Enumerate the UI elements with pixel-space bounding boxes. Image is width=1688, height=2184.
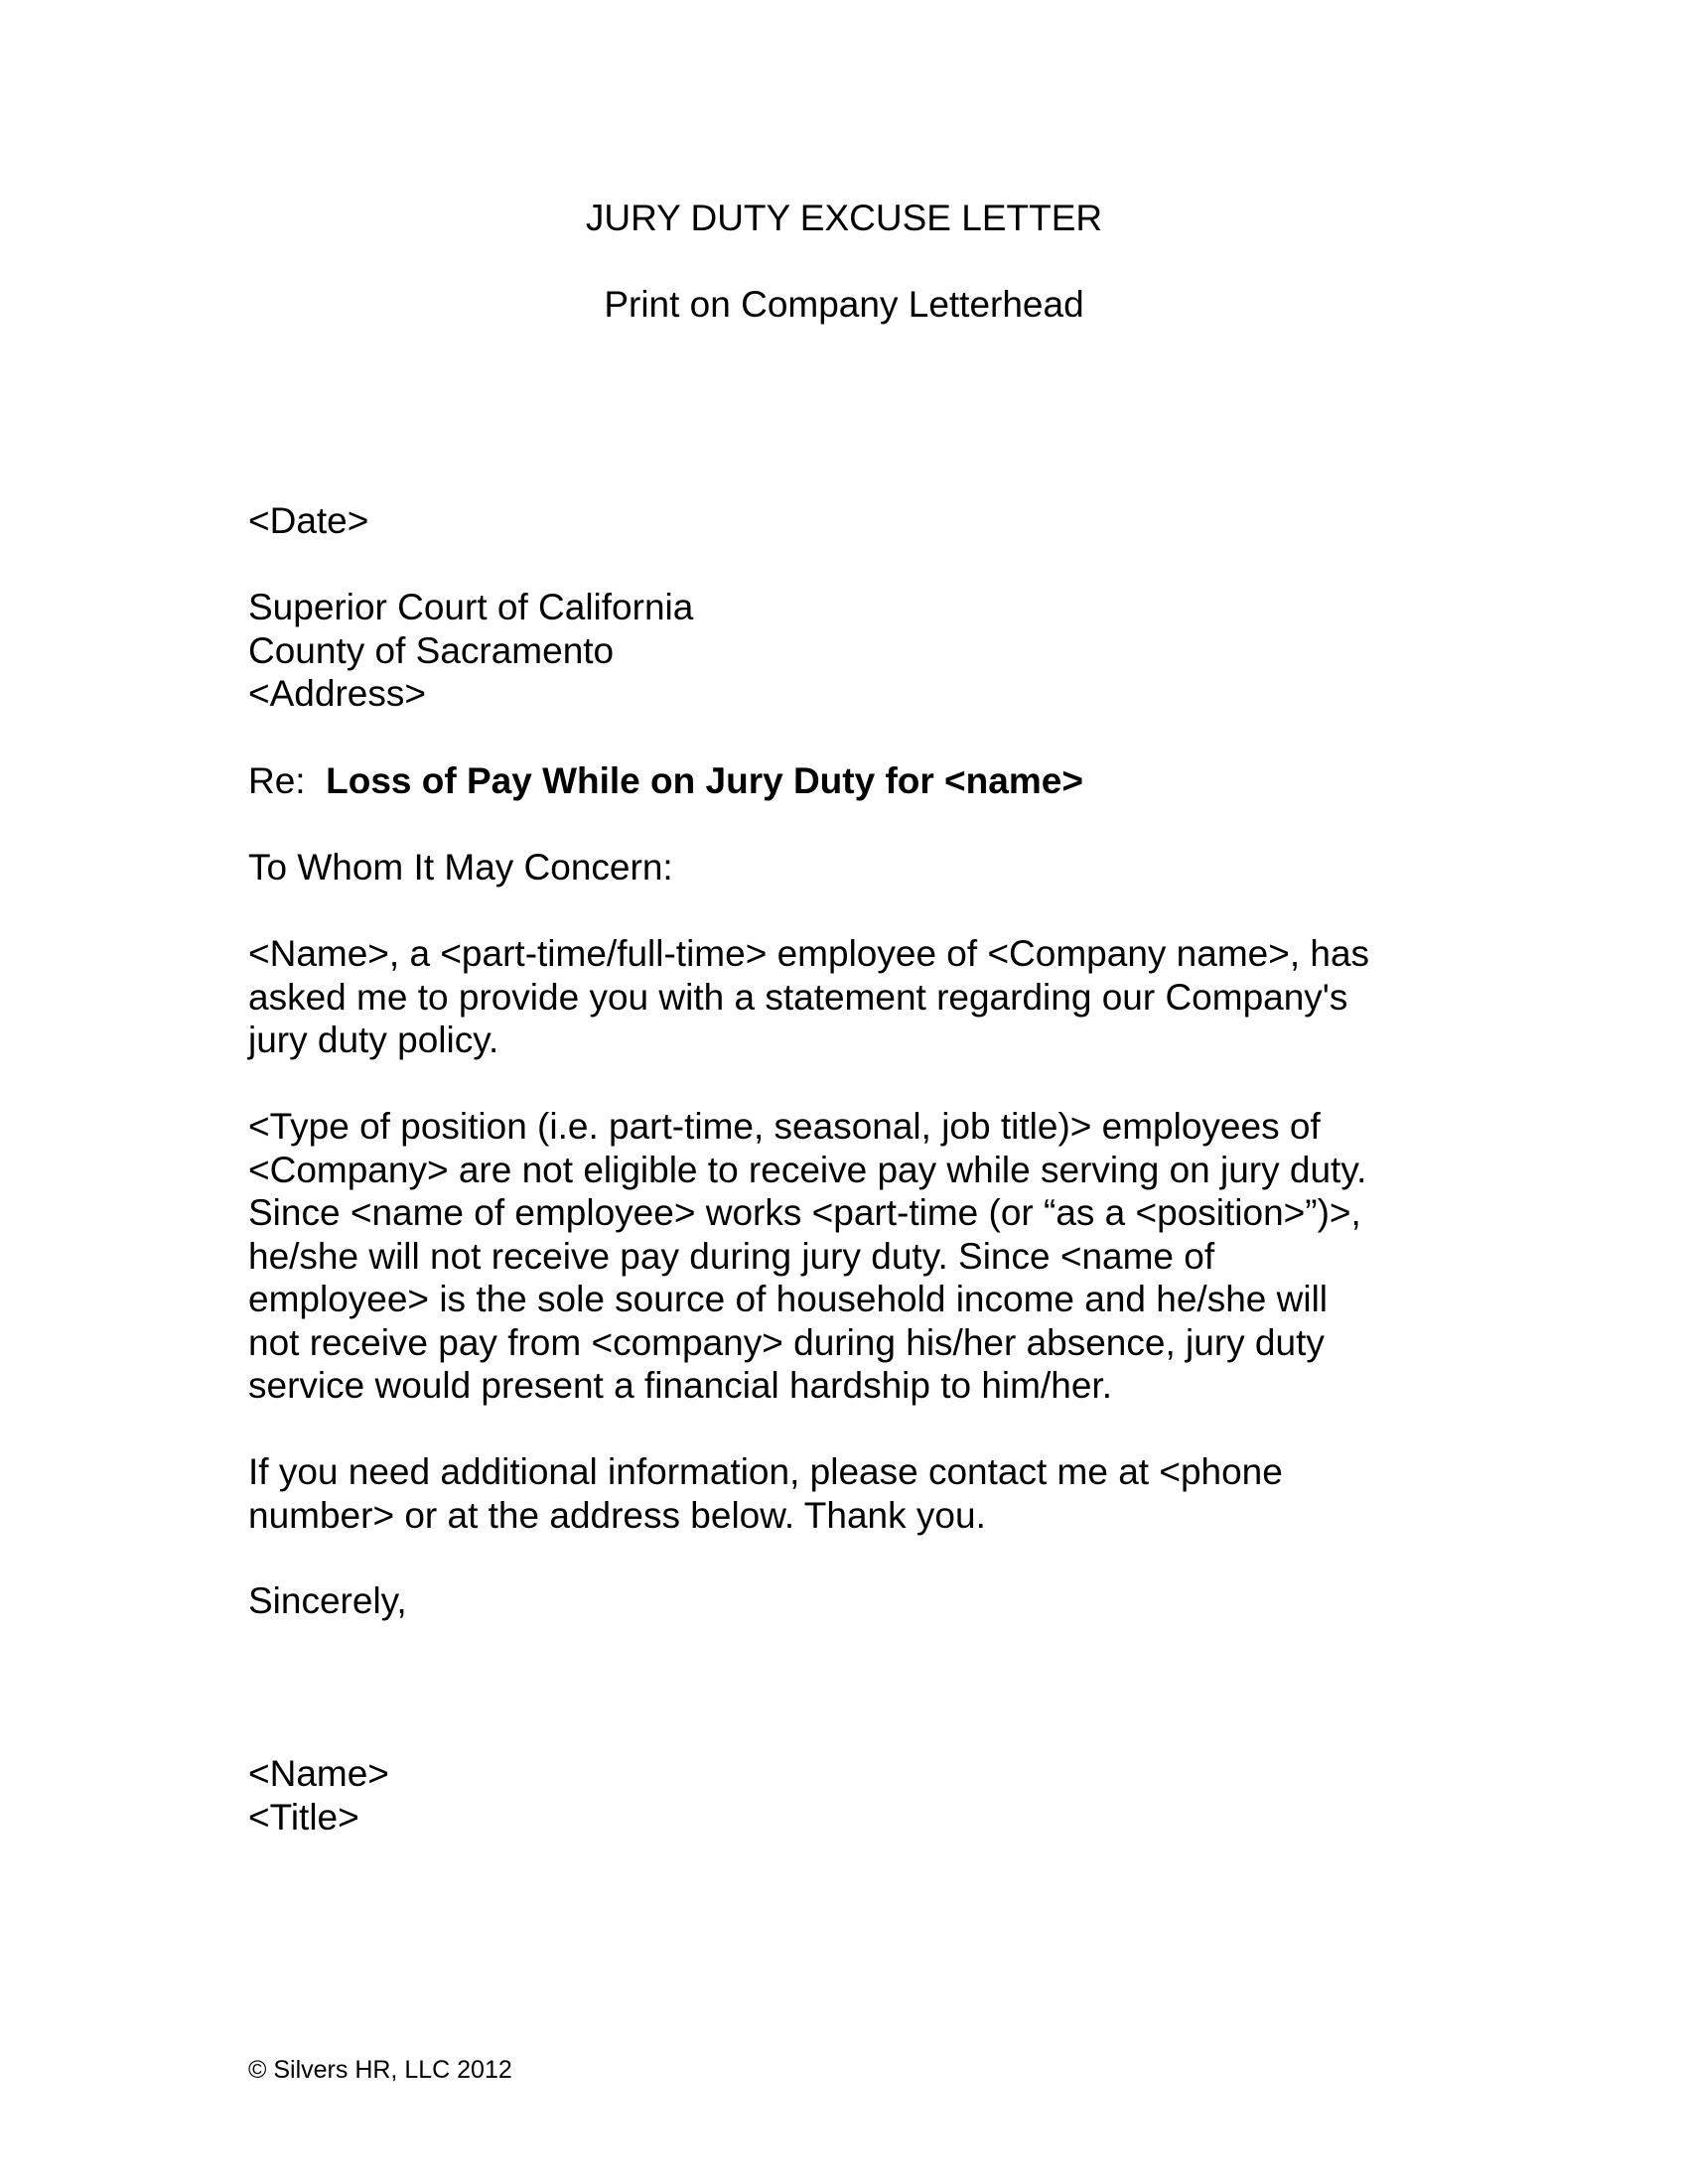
closing <box>248 1579 1470 1623</box>
signature-block <box>248 1752 1470 1839</box>
salutation <box>248 846 1470 889</box>
date-placeholder: <Date> <box>248 500 369 541</box>
subject-line <box>248 759 1470 803</box>
recipient-address-block <box>248 586 1470 716</box>
document-subtitle: Print on Company Letterhead <box>604 284 1084 325</box>
paragraph-2-line: service would present a financial hardship to him/her. <box>248 1365 1112 1406</box>
paragraph-1-line: asked me to provide you with a statement regarding our Company's <box>248 976 1348 1018</box>
paragraph-3-line: If you need additional information, please contact me at <phone <box>248 1451 1283 1492</box>
closing-text: Sincerely, <box>248 1580 407 1621</box>
paragraph-1-line: jury duty policy. <box>248 1020 499 1060</box>
copyright-footer: © Silvers HR, LLC 2012 <box>248 2056 512 2084</box>
paragraph-2-line: Since <name of employee> works <part-time (or “as a <position>”)>, <box>248 1192 1361 1233</box>
recipient-line-court: Superior Court of California <box>248 587 694 627</box>
paragraph-2 <box>248 1105 1470 1408</box>
paragraph-1-line: <Name>, a <part-time/full-time> employee of <Company name>, has <box>248 933 1370 974</box>
paragraph-2-line: <Company> are not eligible to receive pay while serving on jury duty. <box>248 1149 1367 1190</box>
paragraph-2-line: he/she will not receive pay during jury duty. Since <name of <box>248 1235 1215 1277</box>
paragraph-2-line: not receive pay from <company> during his/her absence, jury duty <box>248 1321 1325 1363</box>
paragraph-2-line: <Type of position (i.e. part-time, seasonal, job title)> employees of <box>248 1106 1321 1147</box>
document-title: JURY DUTY EXCUSE LETTER <box>585 198 1103 238</box>
paragraph-3 <box>248 1450 1470 1537</box>
recipient-line-county: County of Sacramento <box>248 629 615 671</box>
paragraph-1 <box>248 932 1470 1062</box>
letter-date <box>248 499 1470 543</box>
re-subject: Loss of Pay While on Jury Duty for <name> <box>326 760 1083 801</box>
re-label: Re: <box>248 760 306 801</box>
paragraph-2-line: employee> is the sole source of household income and he/she will <box>248 1279 1329 1319</box>
salutation-text: To Whom It May Concern: <box>248 847 673 887</box>
paragraph-3-line: number> or at the address below. Thank you. <box>248 1494 986 1536</box>
signer-name: <Name> <box>248 1753 389 1794</box>
signer-title: <Title> <box>248 1796 359 1838</box>
recipient-line-address: <Address> <box>248 673 426 714</box>
